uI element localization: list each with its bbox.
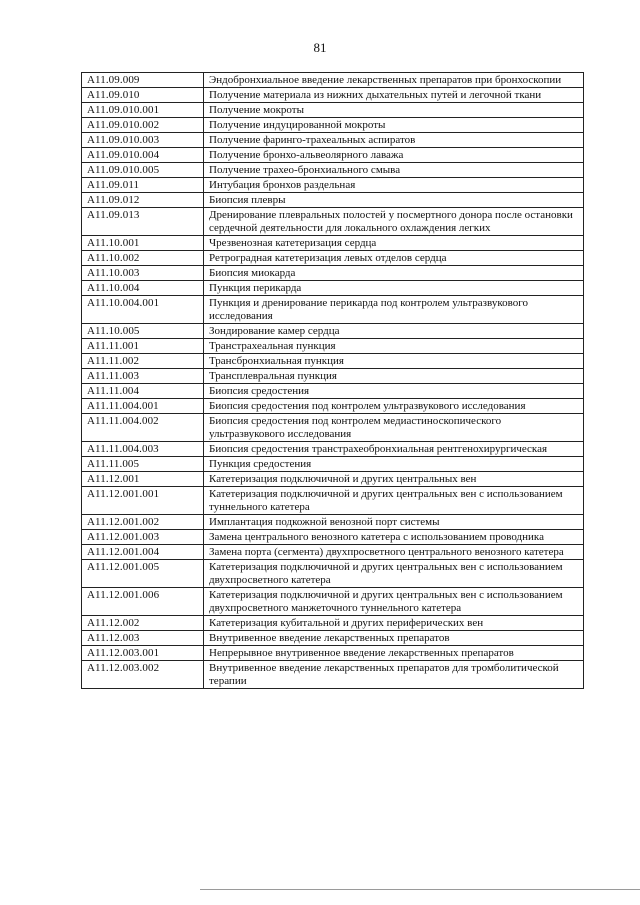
- procedure-name: Чрезвенозная катетеризация сердца: [204, 236, 584, 251]
- procedure-name: Катетеризация кубитальной и других периферических вен: [204, 616, 584, 631]
- table-row: [82, 588, 584, 616]
- procedure-code: A11.12.001.003: [82, 530, 204, 545]
- procedure-code: A11.11.003: [82, 369, 204, 384]
- procedure-code: A11.09.009: [82, 73, 204, 88]
- procedure-code: A11.09.011: [82, 178, 204, 193]
- procedure-code: A11.12.001.004: [82, 545, 204, 560]
- procedure-name: Получение мокроты: [204, 103, 584, 118]
- procedure-name: Получение индуцированной мокроты: [204, 118, 584, 133]
- procedure-name: Непрерывное внутривенное введение лекарственных препаратов: [204, 646, 584, 661]
- table-row: [82, 560, 584, 588]
- procedure-code: A11.10.004.001: [82, 296, 204, 324]
- table-row: [82, 73, 584, 88]
- table-row: [82, 369, 584, 384]
- procedure-name: Внутривенное введение лекарственных препаратов для тромболитической терапии: [204, 661, 584, 689]
- table-row: [82, 646, 584, 661]
- procedure-name: Биопсия плевры: [204, 193, 584, 208]
- table-row: [82, 530, 584, 545]
- procedure-code: A11.12.001: [82, 472, 204, 487]
- procedure-name: Биопсия средостения: [204, 384, 584, 399]
- procedure-name: Интубация бронхов раздельная: [204, 178, 584, 193]
- procedure-code: A11.11.005: [82, 457, 204, 472]
- procedure-code: A11.11.001: [82, 339, 204, 354]
- procedure-code: A11.10.005: [82, 324, 204, 339]
- procedure-name: Пункция и дренирование перикарда под контролем ультразвукового исследования: [204, 296, 584, 324]
- procedure-code: A11.10.004: [82, 281, 204, 296]
- procedure-code: A11.10.003: [82, 266, 204, 281]
- procedure-code: A11.09.013: [82, 208, 204, 236]
- procedure-code: A11.12.001.005: [82, 560, 204, 588]
- procedure-name: Получение трахео-бронхиального смыва: [204, 163, 584, 178]
- procedure-code: A11.09.010.002: [82, 118, 204, 133]
- procedure-code: A11.09.012: [82, 193, 204, 208]
- procedure-name: Биопсия средостения под контролем медиастиноскопического ультразвукового исследования: [204, 414, 584, 442]
- procedure-name: Имплантация подкожной венозной порт системы: [204, 515, 584, 530]
- procedure-code: A11.09.010.003: [82, 133, 204, 148]
- table-row: [82, 545, 584, 560]
- bottom-divider: [200, 889, 640, 890]
- table-row: [82, 414, 584, 442]
- procedure-name: Транстрахеальная пункция: [204, 339, 584, 354]
- table-row: [82, 339, 584, 354]
- procedure-name: Пункция перикарда: [204, 281, 584, 296]
- table-row: [82, 251, 584, 266]
- procedure-code: A11.12.003.002: [82, 661, 204, 689]
- procedure-name: Зондирование камер сердца: [204, 324, 584, 339]
- table-row: [82, 472, 584, 487]
- procedure-name: Катетеризация подключичной и других центральных вен с использованием двухпросветного манжеточного туннельного катетера: [204, 588, 584, 616]
- procedure-code: A11.11.004.003: [82, 442, 204, 457]
- procedure-name: Катетеризация подключичной и других центральных вен с использованием туннельного катетера: [204, 487, 584, 515]
- table-row: [82, 515, 584, 530]
- table-row: [82, 193, 584, 208]
- procedure-code: A11.11.004: [82, 384, 204, 399]
- procedure-codes-table: [81, 72, 584, 689]
- procedure-name: Эндобронхиальное введение лекарственных препаратов при бронхоскопии: [204, 73, 584, 88]
- procedure-code: A11.09.010.005: [82, 163, 204, 178]
- procedure-name: Трансбронхиальная пункция: [204, 354, 584, 369]
- table-row: [82, 178, 584, 193]
- procedure-code: A11.09.010.004: [82, 148, 204, 163]
- procedure-code: A11.11.002: [82, 354, 204, 369]
- table-row: [82, 616, 584, 631]
- procedure-code: A11.12.001.006: [82, 588, 204, 616]
- procedure-name: Получение фаринго-трахеальных аспиратов: [204, 133, 584, 148]
- procedure-code: A11.12.003: [82, 631, 204, 646]
- procedure-code: A11.12.001.001: [82, 487, 204, 515]
- procedure-name: Биопсия средостения под контролем ультразвукового исследования: [204, 399, 584, 414]
- table-row: [82, 324, 584, 339]
- procedure-name: Замена центрального венозного катетера с использованием проводника: [204, 530, 584, 545]
- procedure-name: Катетеризация подключичной и других центральных вен с использованием двухпросветного катетера: [204, 560, 584, 588]
- table-row: [82, 457, 584, 472]
- procedure-code: A11.10.002: [82, 251, 204, 266]
- procedure-name: Получение материала из нижних дыхательных путей и легочной ткани: [204, 88, 584, 103]
- procedure-code: A11.12.001.002: [82, 515, 204, 530]
- table-row: [82, 631, 584, 646]
- table-row: [82, 281, 584, 296]
- procedure-name: Дренирование плевральных полостей у посмертного донора после остановки сердечной деятельности для локального охлаждения легких: [204, 208, 584, 236]
- table-row: [82, 399, 584, 414]
- procedure-name: Трансплевральная пункция: [204, 369, 584, 384]
- table-row: [82, 384, 584, 399]
- procedure-code: A11.11.004.002: [82, 414, 204, 442]
- table-row: [82, 354, 584, 369]
- table-row: [82, 661, 584, 689]
- table-row: [82, 163, 584, 178]
- table-row: [82, 208, 584, 236]
- procedure-name: Внутривенное введение лекарственных препаратов: [204, 631, 584, 646]
- table-row: [82, 487, 584, 515]
- procedure-name: Катетеризация подключичной и других центральных вен: [204, 472, 584, 487]
- procedure-name: Замена порта (сегмента) двухпросветного центрального венозного катетера: [204, 545, 584, 560]
- table-row: [82, 88, 584, 103]
- table-row: [82, 118, 584, 133]
- procedure-name: Биопсия миокарда: [204, 266, 584, 281]
- table-row: [82, 266, 584, 281]
- procedure-name: Получение бронхо-альвеолярного лаважа: [204, 148, 584, 163]
- procedure-code: A11.09.010: [82, 88, 204, 103]
- procedure-codes-body: [82, 73, 584, 689]
- table-row: [82, 442, 584, 457]
- procedure-code: A11.12.002: [82, 616, 204, 631]
- procedure-name: Биопсия средостения транстрахеобронхиальная рентгенохирургическая: [204, 442, 584, 457]
- table-row: [82, 103, 584, 118]
- procedure-code: A11.09.010.001: [82, 103, 204, 118]
- table-row: [82, 296, 584, 324]
- table-row: [82, 236, 584, 251]
- procedure-code: A11.10.001: [82, 236, 204, 251]
- table-row: [82, 148, 584, 163]
- procedure-name: Ретроградная катетеризация левых отделов сердца: [204, 251, 584, 266]
- table-row: [82, 133, 584, 148]
- procedure-code: A11.11.004.001: [82, 399, 204, 414]
- procedure-name: Пункция средостения: [204, 457, 584, 472]
- procedure-code: A11.12.003.001: [82, 646, 204, 661]
- page-number: 81: [313, 40, 327, 55]
